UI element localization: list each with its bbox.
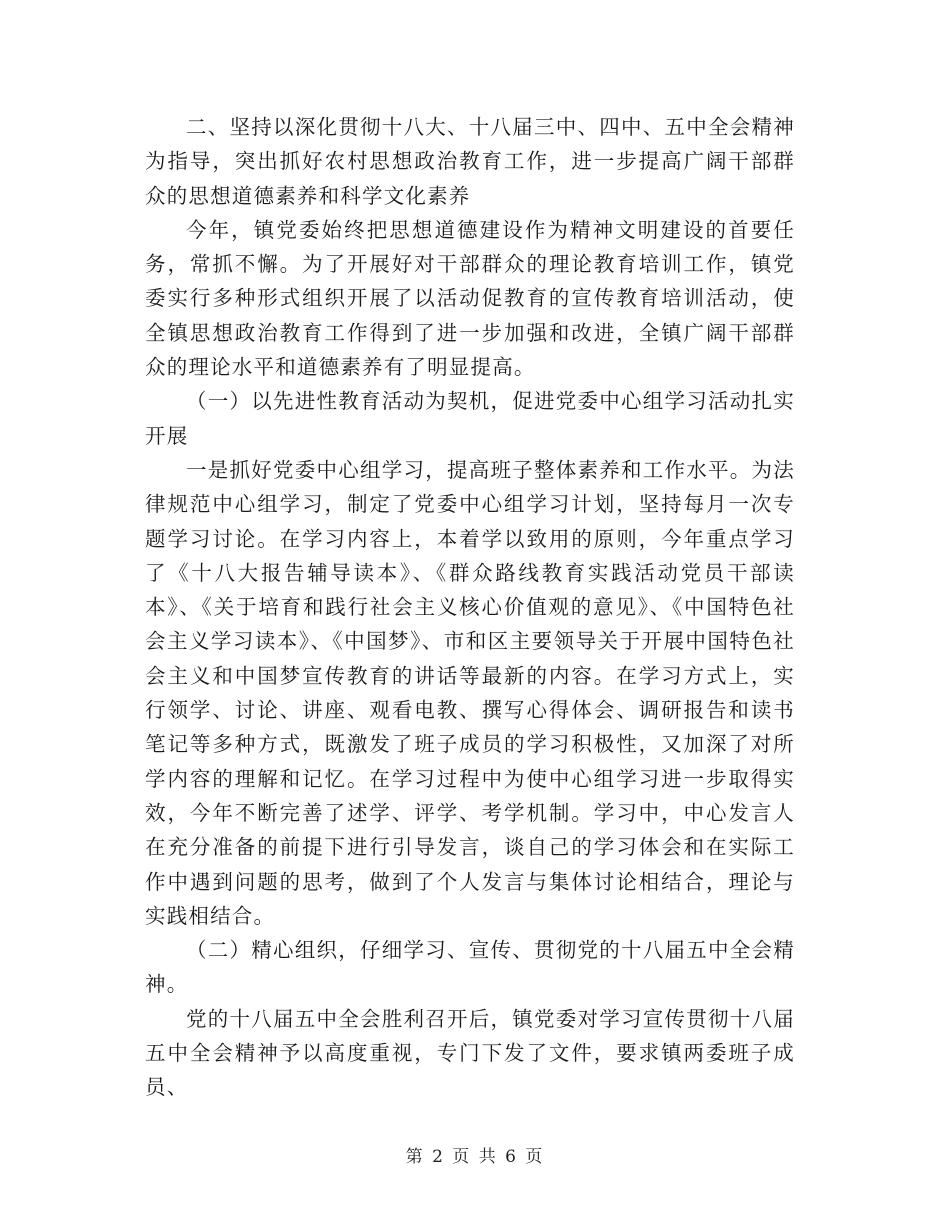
paragraph-plenum: 党的十八届五中全会胜利召开后，镇党委对学习宣传贯彻十八届五中全会精神予以高度重视，专门下发了文件，要求镇两委班子成员、 — [145, 1006, 795, 1100]
page-footer: 第 2 页 共 6 页 — [405, 1147, 545, 1167]
document-body — [145, 110, 795, 1105]
subsection-heading-two: （二）精心组织，仔细学习、宣传、贯彻党的十八届五中全会精神。 — [145, 938, 795, 997]
section-heading-two: 二、坚持以深化贯彻十八大、十八届三中、四中、五中全会精神为指导，突出抓好农村思想政治教育工作，进一步提高广阔干部群众的思想道德素养和科学文化素养 — [145, 115, 795, 208]
subsection-heading-one: （一）以先进性教育活动为契机，促进党委中心组学习活动扎实开展 — [145, 389, 795, 448]
paragraph-intro: 今年，镇党委始终把思想道德建设作为精神文明建设的首要任务，常抓不懈。为了开展好对干部群众的理论教育培训工作，镇党委实行多种形式组织开展了以活动促教育的宣传教育培训活动，使全镇思想政治教育工作得到了进一步加强和改进，全镇广阔干部群众的理论水平和道德素养有了明显提高。 — [145, 217, 795, 380]
paragraph-study: 一是抓好党委中心组学习，提高班子整体素养和工作水平。为法律规范中心组学习，制定了党委中心组学习计划，坚持每月一次专题学习讨论。在学习内容上，本着学以致用的原则，今年重点学习了《十八大报告辅导读本》、《群众路线教育实践活动党员干部读本》、《关于培育和践行社会主义核心价值观的意见》、《中国特色社会主义学习读本》、《中国梦》、市和区主要领导关于开展中国特色社会主义和中国梦宣传教育的讲话等最新的内容。在学习方式上，实行领学、讨论、讲座、观看电教、撰写心得体会、调研报告和读书笔记等多种方式，既激发了班子成员的学习积极性，又加深了对所学内容的理解和记忆。在学习过程中为使中心组学习进一步取得实效，今年不断完善了述学、评学、考学机制。学习中，中心发言人在充分准备的前提下进行引导发言，谈自己的学习体会和在实际工作中遇到问题的思考，做到了个人发言与集体讨论相结合，理论与实践相结合。 — [145, 457, 795, 928]
